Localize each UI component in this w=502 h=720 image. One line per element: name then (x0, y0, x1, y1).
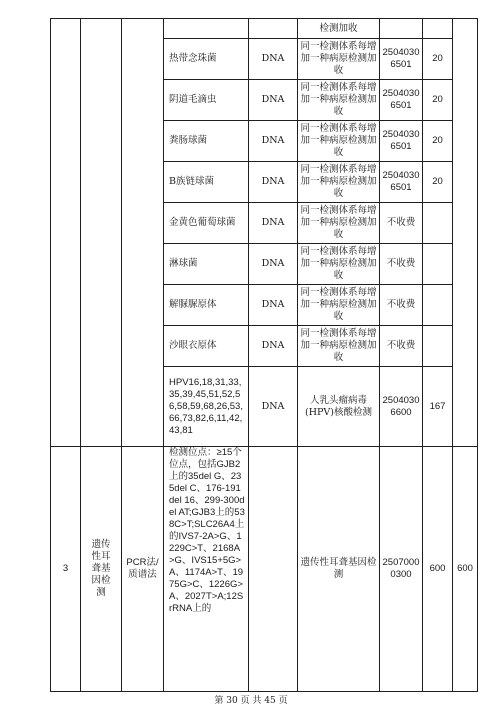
method-cell: 同一检测体系每增加一种病原检测加收 (298, 326, 380, 367)
method-cell: 同一检测体系每增加一种病原检测加收 (298, 39, 380, 80)
project-cell (81, 19, 122, 447)
code-cell: 25040306501 (380, 121, 423, 162)
method-cell: 人乳头瘤病毒(HPV)核酸检测 (298, 367, 380, 447)
fee-table (50, 18, 478, 692)
price-cell: 167 (423, 367, 453, 447)
page-footer: 第 30 页 共 45 页 (214, 696, 288, 706)
method-cell: 检测加收 (298, 19, 380, 39)
item-cell: 解脲脲原体 (164, 285, 249, 326)
item-cell: B族链球菌 (164, 162, 249, 203)
type-cell: DNA (249, 244, 298, 285)
type-cell: DNA (249, 285, 298, 326)
no-cell (51, 19, 81, 447)
code-cell: 不收费 (380, 285, 423, 326)
code-cell (380, 19, 423, 39)
type-cell: DNA (249, 367, 298, 447)
total-cell: 600 (453, 447, 478, 692)
item-cell: 淋球菌 (164, 244, 249, 285)
price-cell: 20 (423, 80, 453, 121)
type-cell (249, 19, 298, 39)
type-cell: DNA (249, 121, 298, 162)
type-cell: DNA (249, 80, 298, 121)
code-cell: 不收费 (380, 326, 423, 367)
price-cell: 20 (423, 121, 453, 162)
item-cell: 粪肠球菌 (164, 121, 249, 162)
item-cell: 阴道毛滴虫 (164, 80, 249, 121)
method-cell: 同一检测体系每增加一种病原检测加收 (298, 203, 380, 244)
price-cell: 20 (423, 162, 453, 203)
code-cell: 25070000300 (380, 447, 423, 692)
technique-cell: PCR法/质谱法 (122, 447, 164, 692)
technique-cell (122, 19, 164, 447)
price-cell (423, 203, 453, 244)
no-cell: 3 (51, 447, 81, 692)
price-cell: 600 (423, 447, 453, 692)
table-row (51, 19, 478, 39)
type-cell: DNA (249, 326, 298, 367)
type-cell: DNA (249, 39, 298, 80)
sites-cell: 检测位点：≥15个位点，包括GJB2上的35del G、235del C、176-191del 16、299-300del AT;GJB3上的538C>T;SLC26A4上的IVS7-2A>G、1229C>T、2168A>G、IVS15+5G>A、1174A>T、1975G>C、1226G>A、2027T>A;12SrRNA上的 (164, 447, 249, 692)
item-cell: HPV16,18,31,33,35,39,45,51,52,56,58,59,68,26,53,66,73,82,6,11,42,43,81 (164, 367, 249, 447)
method-cell: 同一检测体系每增加一种病原检测加收 (298, 121, 380, 162)
item-cell: 金黄色葡萄球菌 (164, 203, 249, 244)
item-cell: 热带念珠菌 (164, 39, 249, 80)
method-cell: 同一检测体系每增加一种病原检测加收 (298, 80, 380, 121)
item-cell (164, 19, 249, 39)
price-cell (423, 244, 453, 285)
method-cell: 同一检测体系每增加一种病原检测加收 (298, 285, 380, 326)
code-cell: 25040306600 (380, 367, 423, 447)
code-cell: 25040306501 (380, 39, 423, 80)
method-cell: 同一检测体系每增加一种病原检测加收 (298, 162, 380, 203)
type-cell: DNA (249, 162, 298, 203)
price-cell (423, 326, 453, 367)
type-cell: DNA (249, 203, 298, 244)
code-cell: 不收费 (380, 244, 423, 285)
type-cell (249, 447, 298, 692)
price-cell: 20 (423, 39, 453, 80)
table-row (51, 447, 478, 692)
item-cell: 沙眼衣原体 (164, 326, 249, 367)
total-cell (453, 19, 478, 447)
price-cell (423, 285, 453, 326)
method-cell: 遗传性耳聋基因检测 (298, 447, 380, 692)
code-cell: 不收费 (380, 203, 423, 244)
project-cell: 遗传性耳聋基因检测 (81, 447, 122, 692)
price-cell (423, 19, 453, 39)
code-cell: 25040306501 (380, 80, 423, 121)
method-cell: 同一检测体系每增加一种病原检测加收 (298, 244, 380, 285)
code-cell: 25040306501 (380, 162, 423, 203)
